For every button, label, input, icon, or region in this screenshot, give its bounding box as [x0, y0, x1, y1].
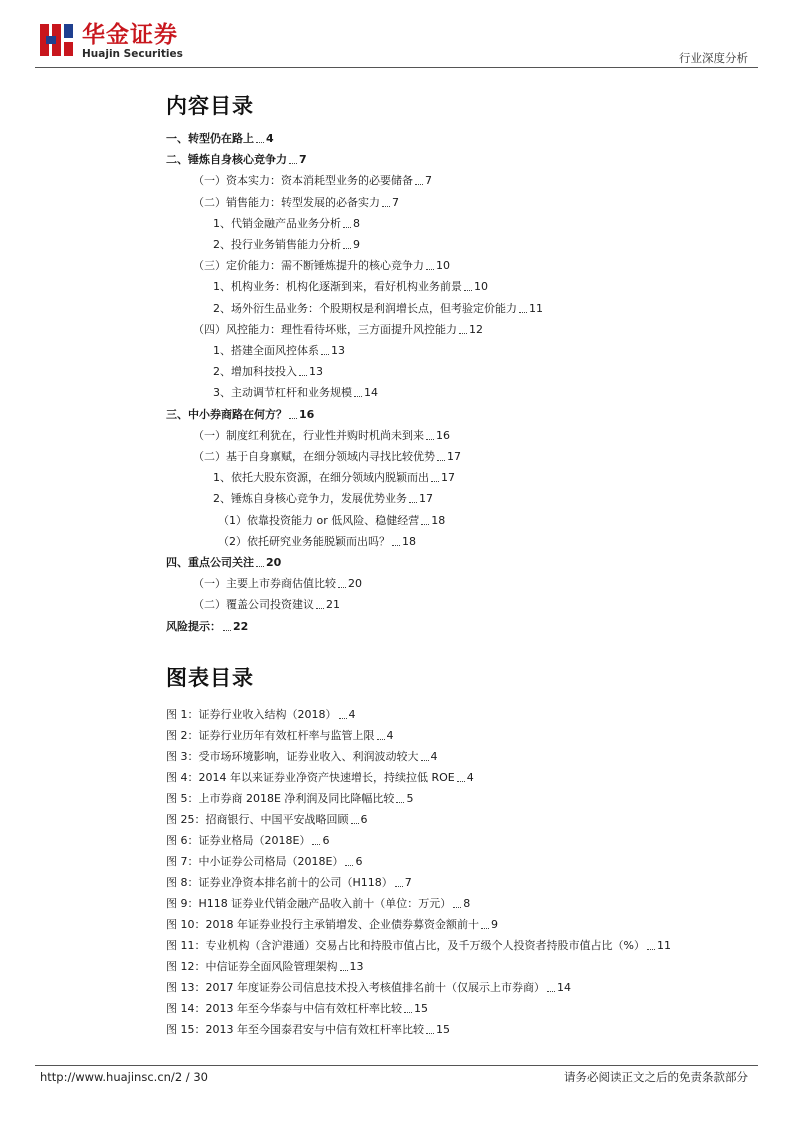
dot-leader — [431, 481, 439, 482]
dot-leader — [395, 886, 403, 887]
toc-item-label[interactable]: （一）主要上市券商估值比较 — [193, 577, 336, 591]
dot-leader — [409, 502, 417, 503]
figure-item-page[interactable]: 4 — [386, 729, 394, 742]
toc-title: 内容目录 — [166, 94, 254, 118]
toc-item-page[interactable]: 8 — [353, 216, 360, 230]
footer-url[interactable] — [40, 1070, 208, 1084]
toc-item-label[interactable]: （二）基于自身禀赋，在细分领域内寻找比较优势 — [193, 450, 435, 463]
figure-list-title: 图表目录 — [166, 666, 254, 690]
toc-item-label[interactable]: 3、主动调节杠杆和业务规模 — [213, 386, 352, 400]
figure-item-page[interactable]: 7 — [404, 876, 412, 889]
toc-item-label[interactable]: 1、机构业务：机构化逐渐到来，看好机构业务前景 — [213, 280, 462, 294]
dot-leader — [464, 290, 472, 291]
dot-leader — [223, 630, 231, 631]
toc-item-label[interactable]: 2、投行业务销售能力分析 — [213, 238, 341, 251]
dot-leader — [647, 949, 655, 950]
figure-item-label[interactable]: 图 4：2014 年以来证券业净资产快速增长，持续拉低 ROE — [166, 771, 455, 784]
figure-item-page[interactable]: 9 — [490, 918, 498, 931]
figure-item-page[interactable]: 15 — [413, 1002, 428, 1015]
figure-item-page[interactable]: 6 — [355, 855, 363, 868]
figure-item-label[interactable]: 图 25：招商银行、中国平安战略回顾 — [166, 813, 349, 826]
dot-leader — [354, 396, 362, 397]
toc-item-label[interactable]: 1、代销金融产品业务分析 — [213, 216, 341, 230]
toc-item-label[interactable]: 1、搭建全面风控体系 — [213, 344, 319, 357]
footer-url-link[interactable]: http://www.huajinsc.cn/ — [40, 1070, 175, 1084]
figure-item-label[interactable]: 图 9：H118 证券业代销金融产品收入前十（单位：万元） — [166, 897, 452, 910]
toc-item-page[interactable]: 13 — [309, 365, 323, 379]
dot-leader — [377, 739, 385, 740]
header-divider — [35, 67, 758, 68]
dot-leader — [316, 608, 324, 609]
figure-item-label[interactable]: 图 6：证券业格局（2018E） — [166, 834, 311, 847]
footer-disclaimer: 请务必阅读正文之后的免责条款部分 — [564, 1070, 748, 1084]
dot-leader — [415, 184, 423, 185]
figure-item-label[interactable]: 图 14：2013 年至今华泰与中信有效杠杆率比较 — [166, 1002, 402, 1015]
toc-item-label[interactable]: （一）制度红利犹在，行业性并购时机尚未到来 — [193, 428, 424, 442]
toc-item-label[interactable]: 三、中小券商路在何方？ — [166, 407, 287, 421]
dot-leader — [343, 227, 351, 228]
figure-item-page[interactable]: 14 — [556, 981, 571, 994]
dot-leader — [345, 865, 353, 866]
dot-leader — [396, 802, 404, 803]
toc-item-page[interactable]: 10 — [436, 259, 450, 273]
toc-item-page[interactable]: 17 — [441, 471, 455, 485]
figure-item-label[interactable]: 图 10：2018 年证券业投行主承销增发、企业债券募资金额前十 — [166, 918, 479, 931]
dot-leader — [343, 248, 351, 249]
figure-item-label[interactable]: 图 5：上市券商 2018E 净利润及同比降幅比较 — [166, 792, 395, 805]
toc-item-page[interactable]: 21 — [326, 598, 340, 612]
toc-item-label[interactable]: （四）风控能力：理性看待坏账，三方面提升风控能力 — [193, 322, 457, 336]
figure-item-page[interactable]: 4 — [430, 750, 438, 763]
toc-item-page[interactable]: 11 — [529, 301, 543, 315]
dot-leader — [453, 907, 461, 908]
toc-item-label[interactable]: （2）依托研究业务能脱颖而出吗？ — [218, 534, 390, 548]
toc-item-label[interactable]: 1、依托大股东资源，在细分领域内脱颖而出 — [213, 471, 429, 485]
dot-leader — [457, 781, 465, 782]
dot-leader — [421, 760, 429, 761]
toc-item-page[interactable]: 16 — [436, 428, 450, 442]
figure-item-label[interactable]: 图 2：证券行业历年有效杠杆率与监管上限 — [166, 729, 375, 742]
toc-item-label[interactable]: 风险提示： — [166, 619, 221, 633]
toc-item-page[interactable]: 20 — [348, 577, 362, 591]
toc-item-page[interactable]: 13 — [331, 344, 345, 357]
dot-leader — [426, 1033, 434, 1034]
figure-item-page[interactable]: 8 — [463, 897, 471, 910]
toc-item-page[interactable]: 18 — [402, 534, 416, 548]
dot-leader — [256, 142, 264, 143]
toc-item-page[interactable]: 16 — [299, 407, 315, 421]
figure-item-label[interactable]: 图 3：受市场环境影响，证券业收入、利润波动较大 — [166, 750, 419, 763]
toc-item-label[interactable]: 二、锤炼自身核心竞争力 — [166, 153, 287, 167]
figure-item-label[interactable]: 图 8：证券业净资本排名前十的公司（H118） — [166, 876, 393, 889]
figure-item-page[interactable]: 4 — [348, 708, 356, 721]
toc-item-page[interactable]: 4 — [266, 132, 274, 145]
figure-item-page[interactable]: 11 — [656, 939, 671, 952]
dot-leader — [338, 587, 346, 588]
toc-item-label[interactable]: 四、重点公司关注 — [166, 556, 254, 569]
figure-item-label[interactable]: 图 7：中小证券公司格局（2018E） — [166, 855, 344, 868]
figure-item-page[interactable]: 13 — [349, 960, 364, 973]
toc-item-label[interactable]: （一）资本实力：资本消耗型业务的必要储备 — [193, 174, 413, 188]
dot-leader — [321, 354, 329, 355]
toc-item-page[interactable]: 7 — [299, 153, 307, 167]
toc-item-label[interactable]: 2、场外衍生品业务：个股期权是利润增长点，但考验定价能力 — [213, 301, 517, 315]
toc-item-label[interactable]: 2、锤炼自身核心竞争力，发展优势业务 — [213, 492, 407, 506]
figure-item-page[interactable]: 4 — [466, 771, 474, 784]
toc-item-page[interactable]: 10 — [474, 280, 488, 294]
toc-item-label[interactable]: （二）覆盖公司投资建议 — [193, 598, 314, 612]
figure-item-label[interactable]: 图 13：2017 年度证券公司信息技术投入考核值排名前十（仅展示上市券商） — [166, 981, 545, 994]
toc-item-label[interactable]: （二）销售能力：转型发展的必备实力 — [193, 195, 380, 209]
huajin-logo-icon — [40, 22, 76, 58]
report-type: 行业深度分析 — [679, 51, 748, 65]
toc-item-page[interactable]: 9 — [353, 238, 360, 251]
dot-leader — [404, 1012, 412, 1013]
dot-leader — [289, 418, 297, 419]
figure-item-page[interactable]: 5 — [406, 792, 414, 805]
figure-item-page[interactable]: 6 — [360, 813, 368, 826]
brand-name-cn: 华金证券 — [82, 22, 178, 48]
dot-leader — [421, 524, 429, 525]
toc-item-page[interactable]: 17 — [419, 492, 433, 506]
toc-item-page[interactable]: 14 — [364, 386, 378, 400]
toc-item-page[interactable]: 20 — [266, 556, 282, 569]
dot-leader — [289, 163, 297, 164]
toc-item-label[interactable]: 一、转型仍在路上 — [166, 132, 254, 145]
dot-leader — [519, 312, 527, 313]
dot-leader — [459, 333, 467, 334]
footer-page-number: 2 / 30 — [174, 1070, 208, 1084]
figure-item-page[interactable]: 15 — [435, 1023, 450, 1036]
figure-item-label[interactable]: 图 1：证券行业收入结构（2018） — [166, 708, 337, 721]
page-header — [0, 0, 793, 70]
figure-item-label[interactable]: 图 15：2013 年至今国泰君安与中信有效杠杆率比较 — [166, 1023, 424, 1036]
brand-name-en: Huajin Securities — [82, 48, 183, 60]
dot-leader — [256, 566, 264, 567]
toc-item-page[interactable]: 17 — [447, 450, 461, 463]
dot-leader — [392, 545, 400, 546]
figure-item-label[interactable]: 图 12：中信证券全面风险管理架构 — [166, 960, 338, 973]
dot-leader — [339, 718, 347, 719]
dot-leader — [547, 991, 555, 992]
dot-leader — [312, 844, 320, 845]
footer-divider — [35, 1065, 758, 1066]
dot-leader — [426, 269, 434, 270]
toc-item-page[interactable]: 7 — [392, 195, 399, 209]
toc-item-page[interactable]: 12 — [469, 322, 483, 336]
dot-leader — [481, 928, 489, 929]
figure-item-page[interactable]: 6 — [322, 834, 330, 847]
dot-leader — [351, 823, 359, 824]
figure-item-label[interactable]: 图 11：专业机构（含沪港通）交易占比和持股市值占比，及千万级个人投资者持股市值占比（%） — [166, 939, 645, 952]
dot-leader — [426, 439, 434, 440]
toc-item-page[interactable]: 7 — [425, 174, 432, 188]
toc-item-label[interactable]: 2、增加科技投入 — [213, 365, 297, 379]
dot-leader — [382, 206, 390, 207]
toc-item-page[interactable]: 22 — [233, 619, 249, 633]
dot-leader — [437, 460, 445, 461]
dot-leader — [340, 970, 348, 971]
toc-item-label[interactable]: （1）依靠投资能力 or 低风险、稳健经营 — [218, 513, 420, 527]
dot-leader — [299, 375, 307, 376]
toc-item-page[interactable]: 18 — [431, 513, 446, 527]
toc-item-label[interactable]: （三）定价能力：需不断锤炼提升的核心竞争力 — [193, 259, 424, 273]
